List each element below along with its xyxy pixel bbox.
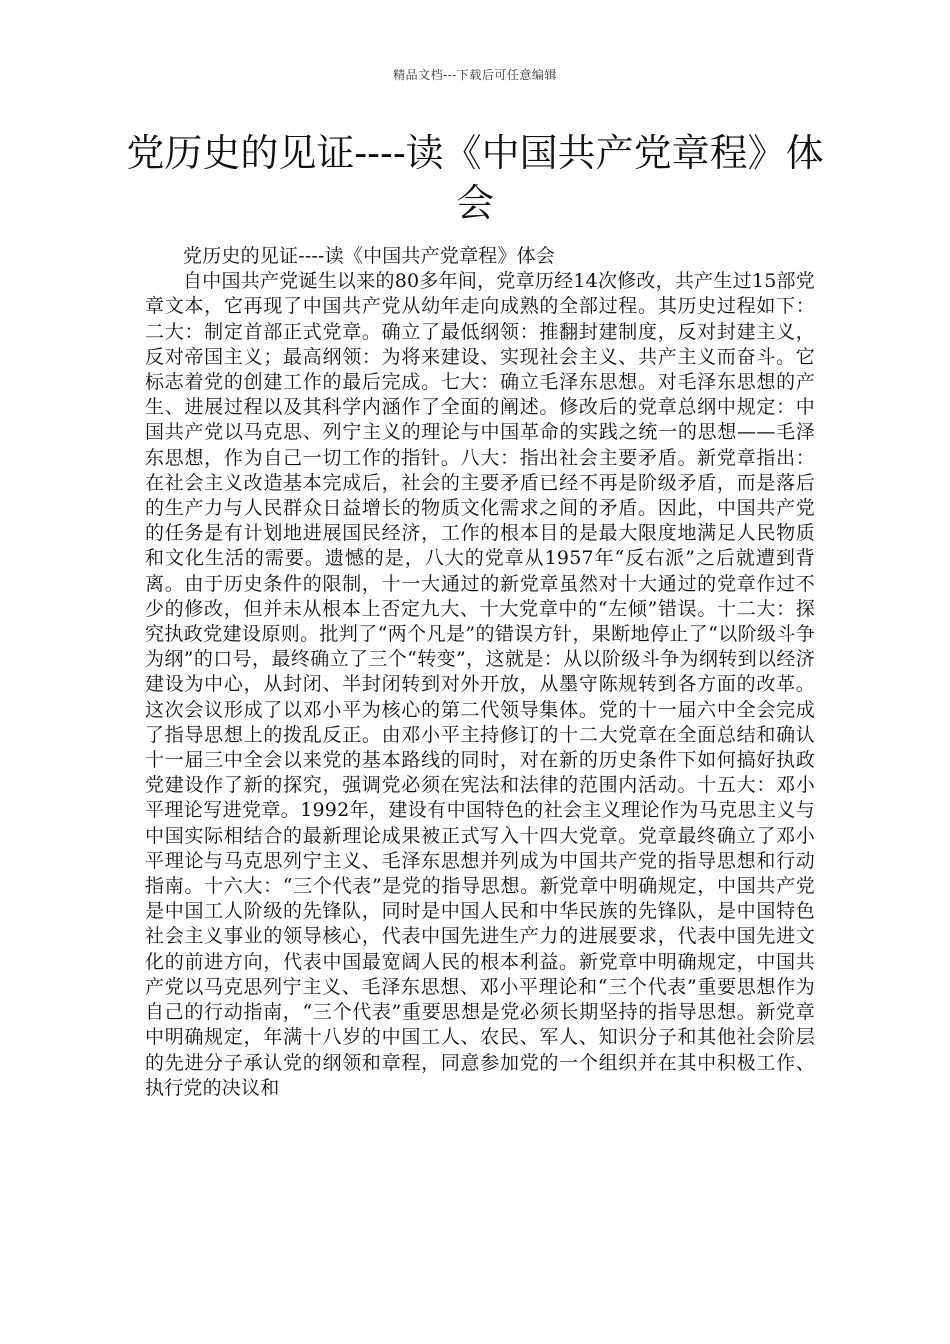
header-note: 精品文档---下载后可任意编辑 [393,68,557,82]
paragraph-main: 自中国共产党诞生以来的80多年间，党章历经14次修改，共产生过15部党章文本，它再现了中国共产党从幼年走向成熟的全部过程。其历史过程如下：二大：制定首部正式党章。确立了最低纲领：推翻封建制度，反对封建主义，反对帝国主义；最高纲领：为将来建设、实现社会主义、共产主义而奋斗。它标志着党的创建工作的最后完成。七大：确立毛泽东思想。对毛泽东思想的产生、进展过程以及其科学内涵作了全面的阐述。修改后的党章总纲中规定：中国共产党以马克思、列宁主义的理论与中国革命的实践之统一的思想——毛泽东思想，作为自己一切工作的指针。八大：指出社会主要矛盾。新党章指出：在社会主义改造基本完成后，社会的主要矛盾已经不再是阶级矛盾，而是落后的生产力与人民群众日益增长的物质文化需求之间的矛盾。因此，中国共产党的任务是有计划地进展国民经济，工作的根本目的是最大限度地满足人民物质和文化生活的需要。遗憾的是，八大的党章从1957年“反右派”之后就遭到背离。由于历史条件的限制，十一大通过的新党章虽然对十大通过的党章作过不少的修改，但并未从根本上否定九大、十大党章中的“左倾”错误。十二大：探究执政党建设原则。批判了“两个凡是”的错误方针，果断地停止了“以阶级斗争为纲”的口号，最终确立了三个“转变”，这就是：从以阶级斗争为纲转到以经济建设为中心，从封闭、半封闭转到对外开放，从墨守陈规转到各方面的改革。这次会议形成了以邓小平为核心的第二代领导集体。党的十一届六中全会完成了指导思想上的拨乱反正。由邓小平主持修订的十二大党章在全面总结和确认十一届三中全会以来党的基本路线的同时，对在新的历史条件下如何搞好执政党建设作了新的探究，强调党必须在宪法和法律的范围内活动。十五大：邓小平理论写进党章。1992年，建设有中国特色的社会主义理论作为马克思主义与中国实际相结合的最新理论成果被正式写入十四大党章。党章最终确立了邓小平理论与马克思列宁主义、毛泽东思想并列成为中国共产党的指导思想和行动指南。十六大：“三个代表”是党的指导思想。新党章中明确规定，中国共产党是中国工人阶级的先锋队，同时是中国人民和中华民族的先锋队，是中国特色社会主义事业的领导核心，代表中国先进生产力的进展要求，代表中国先进文化的前进方向，代表中国最宽阔人民的根本利益。新党章中明确规定，中国共产党以马克思列宁主义、毛泽东思想、邓小平理论和“三个代表”重要思想作为自己的行动指南，“三个代表”重要思想是党必须长期坚持的指导思想。新党章中明确规定，年满十八岁的中国工人、农民、军人、知识分子和其他社会阶层的先进分子承认党的纲领和章程，同意参加党的一个组织并在其中积极工作、执行党的决议和 [145,270,815,1099]
paragraph-subtitle: 党历史的见证----读《中国共产党章程》体会 [183,245,556,267]
document-body [145,244,815,1101]
document-title: 党历史的见证----读《中国共产党章程》体会 [126,131,824,225]
